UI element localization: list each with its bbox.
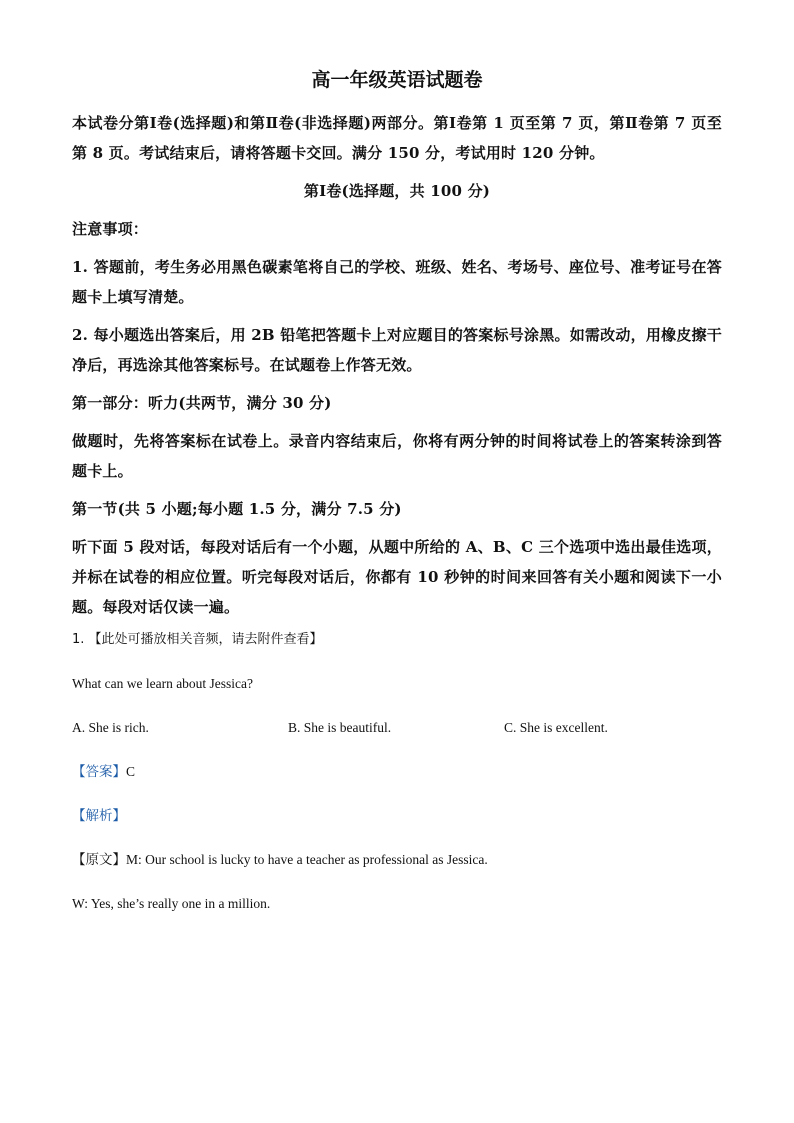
audio-note: 【此处可播放相关音频，请去附件查看】 [88,632,323,647]
exam-page [72,66,722,938]
notice-item-2: 2. 每小题选出答案后，用 2B 铅笔把答题卡上对应题目的答案标号涂黑。如需改动，用橡皮擦干净后，再选涂其他答案标号。在试题卷上作答无效。 [72,326,722,374]
option-c: C. She is excellent. [504,720,608,735]
transcript-line-w: W: Yes, she’s really one in a million. [72,896,271,911]
part-one-heading: 第一部分：听力(共两节，满分 30 分) [72,394,332,412]
transcript-tag: 【原文】 [72,852,126,867]
answer-line [72,762,722,782]
intro-paragraph: 本试卷分第Ⅰ卷(选择题)和第Ⅱ卷(非选择题)两部分。第Ⅰ卷第 1 页至第 7 页，第Ⅱ卷第 7 页至第 8 页。考试结束后，请将答题卡交回。满分 150 分，考试用时 120 分钟。 [72,114,722,162]
question-1-options [72,718,722,738]
notice-heading: 注意事项： [72,220,149,238]
question-1-audio-line [72,630,722,650]
transcript-m-text: M: Our school is lucky to have a teacher as professional as Jessica. [126,852,488,867]
transcript-line-m [72,850,722,870]
question-1-prompt: What can we learn about Jessica? [72,676,254,691]
option-a: A. She is rich. [72,720,149,735]
part-one-instructions: 做题时，先将答案标在试卷上。录音内容结束后，你将有两分钟的时间将试卷上的答案转涂到答题卡上。 [72,432,722,480]
analysis-line [72,806,722,826]
section-1-heading: 第一节(共 5 小题;每小题 1.5 分，满分 7.5 分) [72,500,402,518]
question-number: 1. [72,632,85,647]
answer-tag: 【答案】 [72,764,126,779]
answer-value: C [126,764,136,779]
section-one-heading: 第Ⅰ卷(选择题，共 100 分) [303,182,491,200]
section-1-instructions: 听下面 5 段对话，每段对话后有一个小题，从题中所给的 A、B、C 三个选项中选出最佳选项，并标在试卷的相应位置。听完每段对话后，你都有 10 秒钟的时间来回答有关小题和阅读下一小题。每段对话仅读一遍。 [72,538,722,616]
page-title: 高一年级英语试题卷 [311,69,483,91]
analysis-tag: 【解析】 [72,808,126,823]
option-b: B. She is beautiful. [288,720,392,735]
notice-item-1: 1. 答题前，考生务必用黑色碳素笔将自己的学校、班级、姓名、考场号、座位号、准考证号在答题卡上填写清楚。 [72,258,722,306]
